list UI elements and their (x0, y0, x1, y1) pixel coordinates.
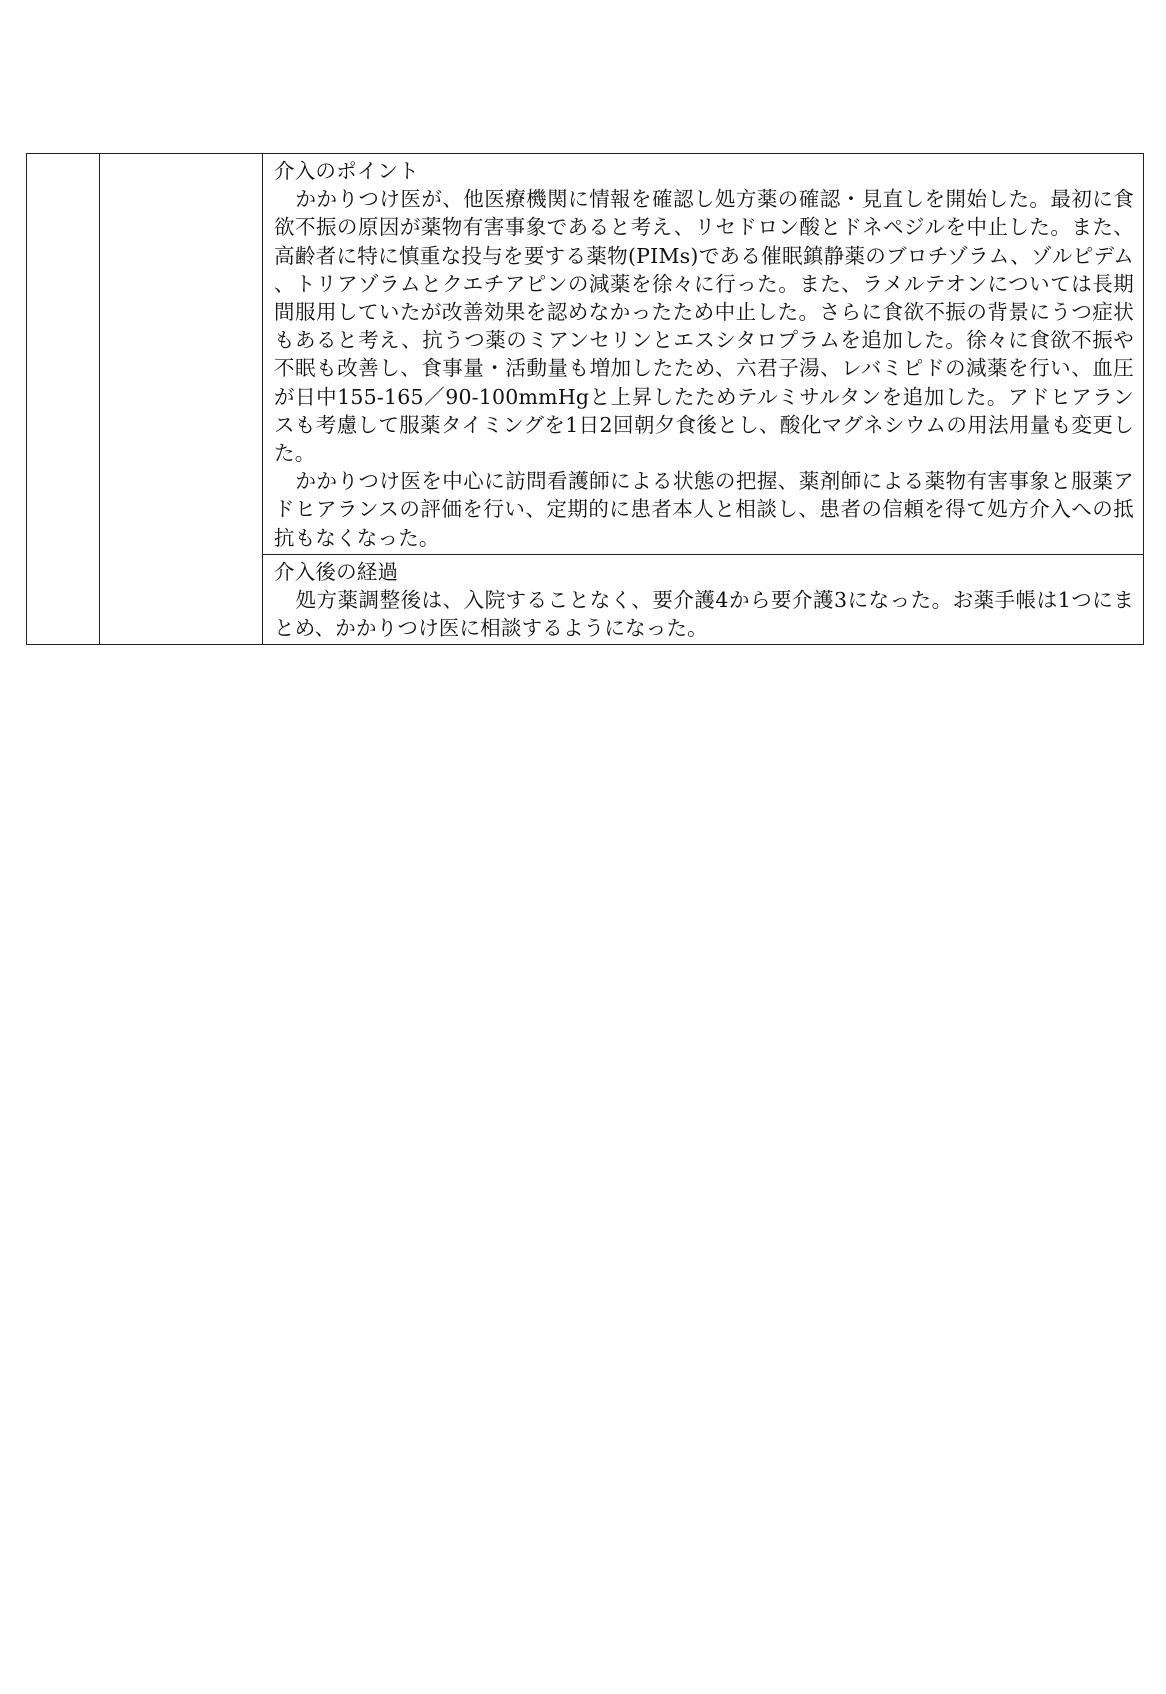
case-table (26, 153, 1144, 645)
empty-column-1 (27, 154, 100, 645)
outcome-paragraph-1: 処方薬調整後は、入院することなく、要介護4から要介護3になった。お薬手帳は1つにまとめ、かかりつけ医に相談するようになった。 (274, 588, 1134, 641)
outcome-heading: 介入後の経過 (274, 559, 399, 584)
intervention-cell (263, 154, 1144, 555)
intervention-heading: 介入のポイント (274, 159, 419, 183)
outcome-cell (263, 554, 1144, 645)
table-row-intervention (27, 154, 1144, 555)
intervention-paragraph-2: かかりつけ医を中心に訪問看護師による状態の把握、薬剤師による薬物有害事象と服薬アドヒアランスの評価を行い、定期的に患者本人と相談し、患者の信頼を得て処方介入への抵抗もなくなった。 (274, 469, 1134, 550)
intervention-paragraph-1: かかりつけ医が、他医療機関に情報を確認し処方薬の確認・見直しを開始した。最初に食欲不振の原因が薬物有害事象であると考え、リセドロン酸とドネペジルを中止した。また、高齢者に特に慎重な投与を要する薬物(PIMs)である催眠鎮静薬のブロチゾラム、ゾルピデム、トリアゾラムとクエチアピンの減薬を徐々に行った。また、ラメルテオンについては長期間服用していたが改善効果を認めなかったため中止した。さらに食欲不振の背景にうつ症状もあると考え、抗うつ薬のミアンセリンとエスシタロプラムを追加した。徐々に食欲不振や不眠も改善し、食事量・活動量も増加したため、六君子湯、レバミピドの減薬を行い、血圧が日中155-165／90-100mmHgと上昇したためテルミサルタンを追加した。アドヒアランスも考慮して服薬タイミングを1日2回朝夕食後とし、酸化マグネシウムの用法用量も変更した。 (274, 187, 1134, 466)
empty-column-2 (100, 154, 263, 645)
